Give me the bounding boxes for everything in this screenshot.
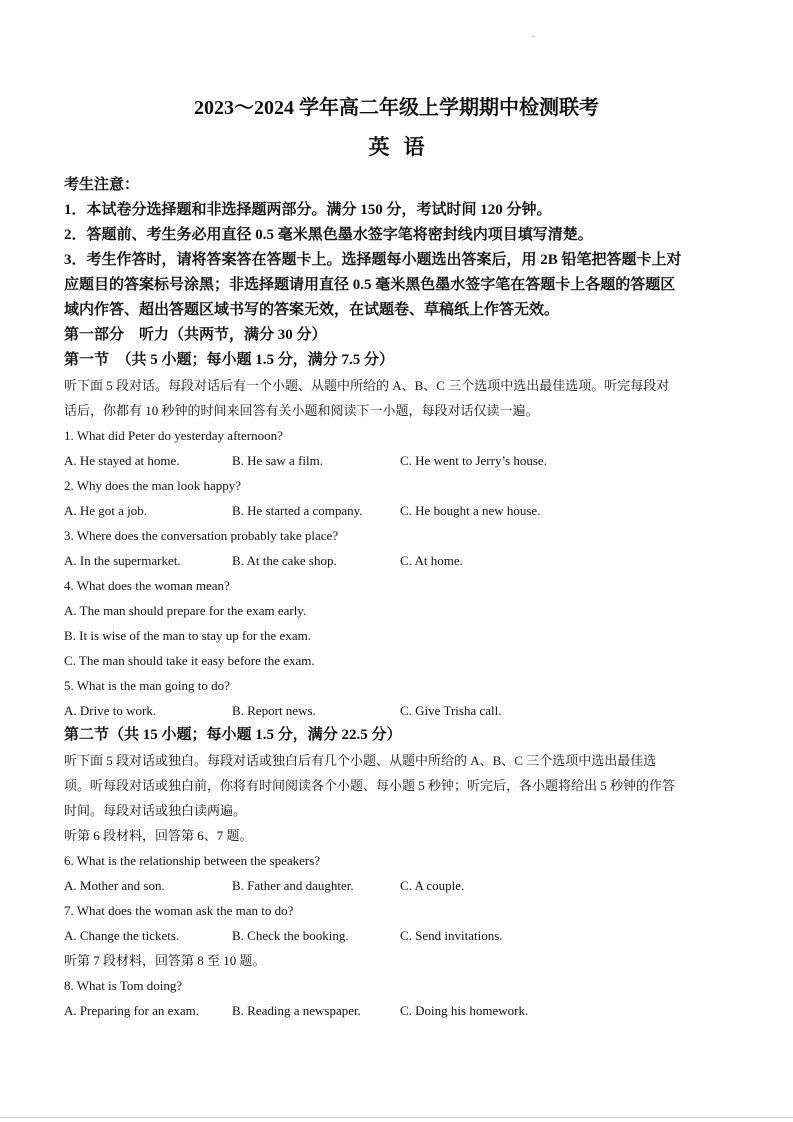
- question-stem: 4. What does the woman mean?: [64, 578, 230, 593]
- option-a: A. He got a job.: [64, 503, 148, 518]
- option-a: A. In the supermarket.: [64, 553, 181, 568]
- material-note: 听第 6 段材料，回答第 6、7 题。: [64, 828, 253, 843]
- notice-heading: 考生注意：: [64, 177, 140, 193]
- option-b: B. Reading a newspaper.: [232, 1003, 361, 1018]
- option-a: A. Change the tickets.: [64, 928, 180, 943]
- notice-item: 3．考生作答时，请将答案答在答题卡上。选择题每小题选出答案后，用 2B 铅笔把答题卡上对: [64, 252, 682, 268]
- option-a: A. Mother and son.: [64, 878, 165, 893]
- scan-speck: [532, 36, 534, 37]
- section2-instructions: 项。听每段对话或独白前，你将有时间阅读各个小题、每小题 5 秒钟；听完后，各小题将给出 5 秒钟的作答: [64, 778, 676, 793]
- question-options: [64, 548, 732, 573]
- section1-instructions: 话后，你都有 10 秒钟的时间来回答有关小题和阅读下一小题，每段对话仅读一遍。: [64, 403, 539, 418]
- section1-heading: 第一节 （共 5 小题；每小题 1.5 分，满分 7.5 分）: [64, 352, 395, 368]
- option-a: A. Preparing for an exam.: [64, 1003, 200, 1018]
- notice-item: 1．本试卷分选择题和非选择题两部分。满分 150 分，考试时间 120 分钟。: [64, 202, 552, 218]
- question-options: [64, 448, 732, 473]
- option-c: C. The man should take it easy before the exam.: [64, 653, 315, 668]
- question-options: [64, 923, 732, 948]
- option-b: B. He started a company.: [232, 503, 363, 518]
- option-b: B. Check the booking.: [232, 928, 349, 943]
- question-stem: 2. Why does the man look happy?: [64, 478, 242, 493]
- question-options: [64, 698, 732, 723]
- material-note: 听第 7 段材料，回答第 8 至 10 题。: [64, 953, 266, 968]
- section2-instructions: 听下面 5 段对话或独白。每段对话或独白后有几个小题、从题中所给的 A、B、C 三个选项中选出最佳选: [64, 753, 657, 768]
- exam-title: 2023～2024 学年高二年级上学期期中检测联考: [194, 97, 599, 119]
- option-b: B. It is wise of the man to stay up for the exam.: [64, 628, 311, 643]
- part1-heading: 第一部分 听力（共两节，满分 30 分）: [64, 327, 327, 343]
- option-b: B. Father and daughter.: [232, 878, 354, 893]
- section2-heading: 第二节（共 15 小题；每小题 1.5 分，满分 22.5 分）: [64, 727, 402, 743]
- question-options: [64, 998, 732, 1023]
- option-a: A. Drive to work.: [64, 703, 157, 718]
- section1-instructions: 听下面 5 段对话。每段对话后有一个小题、从题中所给的 A、B、C 三个选项中选出最佳选项。听完每段对: [64, 378, 670, 393]
- question-stem: 5. What is the man going to do?: [64, 678, 230, 693]
- question-stem: 7. What does the woman ask the man to do?: [64, 903, 294, 918]
- option-c: C. At home.: [400, 553, 463, 568]
- question-options: [64, 873, 732, 898]
- option-b: B. Report news.: [232, 703, 316, 718]
- option-c: C. Give Trisha call.: [400, 703, 502, 718]
- option-c: C. He bought a new house.: [400, 503, 541, 518]
- section2-instructions: 时间。每段对话或独白读两遍。: [64, 803, 247, 818]
- option-c: C. He went to Jerry’s house.: [400, 453, 547, 468]
- page-bottom-divider: [0, 1117, 793, 1118]
- question-stem: 1. What did Peter do yesterday afternoon?: [64, 428, 283, 443]
- option-b: B. At the cake shop.: [232, 553, 337, 568]
- notice-item: 应题目的答案标号涂黑；非选择题请用直径 0.5 毫米黑色墨水签字笔在答题卡上各题的答题区: [64, 277, 676, 293]
- question-stem: 3. Where does the conversation probably take place?: [64, 528, 339, 543]
- question-stem: 8. What is Tom doing?: [64, 978, 183, 993]
- option-b: B. He saw a film.: [232, 453, 323, 468]
- notice-item: 域内作答、超出答题区域书写的答案无效，在试题卷、草稿纸上作答无效。: [64, 302, 560, 318]
- option-a: A. The man should prepare for the exam early.: [64, 603, 307, 618]
- option-c: C. A couple.: [400, 878, 465, 893]
- option-c: C. Send invitations.: [400, 928, 503, 943]
- question-stem: 6. What is the relationship between the speakers?: [64, 853, 321, 868]
- notice-item: 2．答题前、考生务必用直径 0.5 毫米黑色墨水签字笔将密封线内项目填写清楚。: [64, 227, 593, 243]
- option-a: A. He stayed at home.: [64, 453, 180, 468]
- subject-title: 英语: [368, 135, 439, 159]
- exam-content: [64, 173, 732, 1023]
- option-c: C. Doing his homework.: [400, 1003, 529, 1018]
- question-options: [64, 498, 732, 523]
